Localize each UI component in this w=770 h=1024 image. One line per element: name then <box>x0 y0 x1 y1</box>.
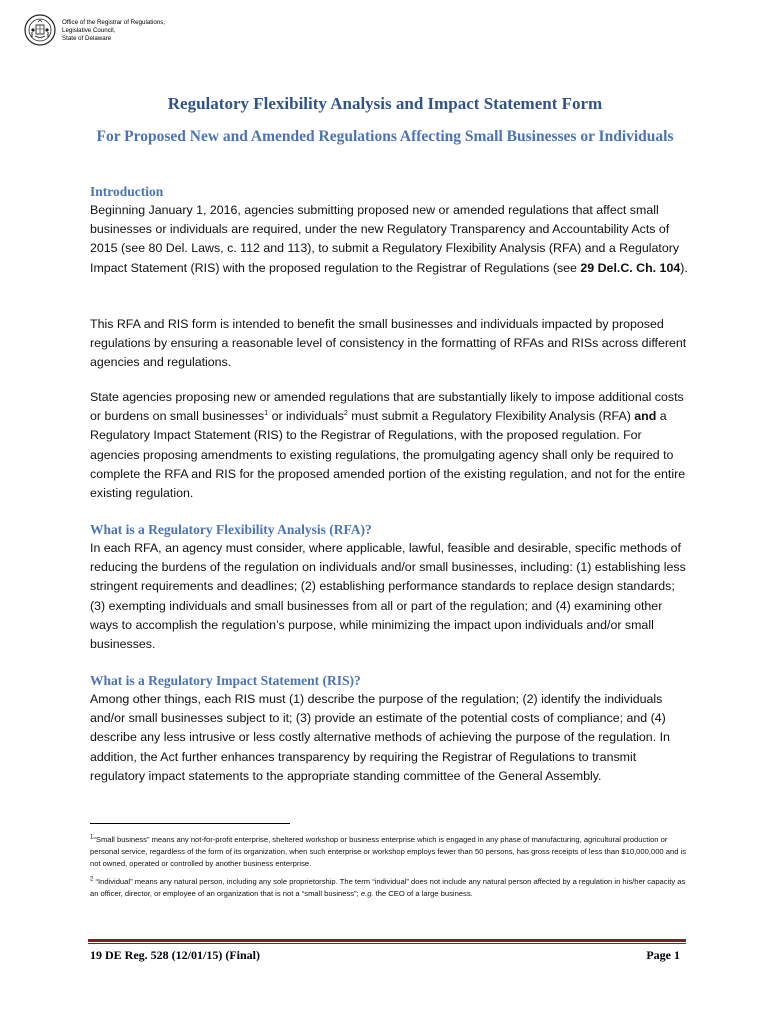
introduction-section <box>90 182 690 278</box>
footnotes <box>90 834 690 906</box>
requirements-paragraph <box>90 388 690 503</box>
section-heading: Introduction <box>90 184 164 199</box>
paragraph: Among other things, each RIS must (1) describe the purpose of the regulation; (2) identify the individuals and/or small businesses subject to it; (3) provide an estimate of the potential costs of compliance; and (4) describe any less intrusive or less costly alternative methods of achieving the purpose of the regulation. In addition, the Act further enhances transparency by requiring the Registrar of Regulations to transmit regulatory impact statements to the appropriate standing committee of the General Assembly. <box>90 692 670 783</box>
paragraph <box>90 201 690 278</box>
purpose-paragraph <box>90 315 690 373</box>
footer-divider <box>88 943 686 944</box>
section-heading: What is a Regulatory Flexibility Analysis (RFA)? <box>90 522 372 537</box>
paragraph-text: Beginning January 1, 2016, agencies submitting proposed new or amended regulations that affect small businesses or individuals are required, under the new Regulatory Transparency and Accountability Acts of 2015 (see 80 Del. Laws, c. 112 and 113), to submit a Regulatory Flexibility Analysis (RFA) and a Regulatory Impact Statement (RIS) with the proposed regulation to the Registrar of Regulations (see <box>90 203 680 275</box>
rfa-section <box>90 520 690 654</box>
footnote-mark: 2 <box>90 876 94 883</box>
paragraph-text: ). <box>680 260 688 275</box>
issuing-office <box>62 19 165 43</box>
footnote-ref[interactable]: 1 <box>264 410 269 418</box>
footnote-ref[interactable]: 2 <box>343 410 348 418</box>
paragraph: In each RFA, an agency must consider, where applicable, lawful, feasible and desirable, specific methods of reducing the burdens of the regulation on individuals and/or small businesses, including: (1) establishing less stringent requirements and deadlines; (2) establishing performance standards to replace design standards; (3) exempting individuals and small businesses from all or part of the regulation; and (4) examining other ways to accomplish the regulation’s purpose, while minimizing the impact upon individuals and/or small businesses. <box>90 541 686 652</box>
org-line: State of Delaware <box>62 35 112 42</box>
org-line: Office of the Registrar of Regulations, <box>62 19 166 26</box>
paragraph-text: a Regulatory Impact Statement (RIS) to the Registrar of Regulations, with the proposed regulation. For agencies proposing amendments to existing regulations, the promulgating agency shall only be required to complete the RFA and RIS for the proposed amended portion of the existing regulation, and not for the entire existing regulation. <box>90 409 686 501</box>
org-line: Legislative Council, <box>62 27 116 34</box>
paragraph: This RFA and RIS form is intended to benefit the small businesses and individuals impacted by proposed regulations by ensuring a reasonable level of consistency in the formatting of RFAs and RISs across different agencies and regulations. <box>90 317 687 370</box>
footnote <box>90 876 690 900</box>
footnote <box>90 834 690 870</box>
form-title: Regulatory Flexibility Analysis and Impact Statement Form <box>167 94 603 113</box>
section-heading: What is a Regulatory Impact Statement (RIS)? <box>90 673 361 688</box>
footnote-mark: 1 <box>90 834 94 841</box>
paragraph-text: State agencies proposing new or amended regulations that are substantially likely to impose additional costs or burdens on small businesses <box>90 390 684 424</box>
ris-section <box>90 671 690 786</box>
footnote-text: e.g. <box>360 889 374 898</box>
paragraph <box>90 388 690 503</box>
paragraph-text: or individuals <box>268 409 344 424</box>
footnote-divider <box>90 823 290 824</box>
page-number: Page 1 <box>646 948 680 962</box>
emphasis: and <box>634 409 657 424</box>
footnote-text: “Small business” means any not-for-profit enterprise, sheltered workshop or business enterprise which is engaged in any phase of manufacturing, agricultural production or personal service, regardless of the form of its organization, when such enterprise or workshop employs fewer than 50 persons, has gross receipts of less than $10,000,000 and is not owned, operated or controlled by another business enterprise. <box>90 835 687 868</box>
form-subtitle: For Proposed New and Amended Regulations Affecting Small Businesses or Individuals <box>96 128 674 145</box>
footnote-text: “Individual” means any natural person, including any sole proprietorship. The term “individual” does not include any natural person affected by a regulation in his/her capacity as an officer, director, or employee of an organization that is not a “small business”; <box>90 877 686 898</box>
letterhead <box>24 14 165 46</box>
footer-divider <box>88 939 686 942</box>
delaware-state-seal-icon <box>24 14 56 46</box>
paragraph-text: must submit a Regulatory Flexibility Analysis (RFA) <box>347 409 635 424</box>
statute-reference: 29 Del.C. Ch. 104 <box>580 260 681 275</box>
register-citation: 19 DE Reg. 528 (12/01/15) (Final) <box>90 948 260 962</box>
footnote-text: the CEO of a large business. <box>373 889 473 898</box>
